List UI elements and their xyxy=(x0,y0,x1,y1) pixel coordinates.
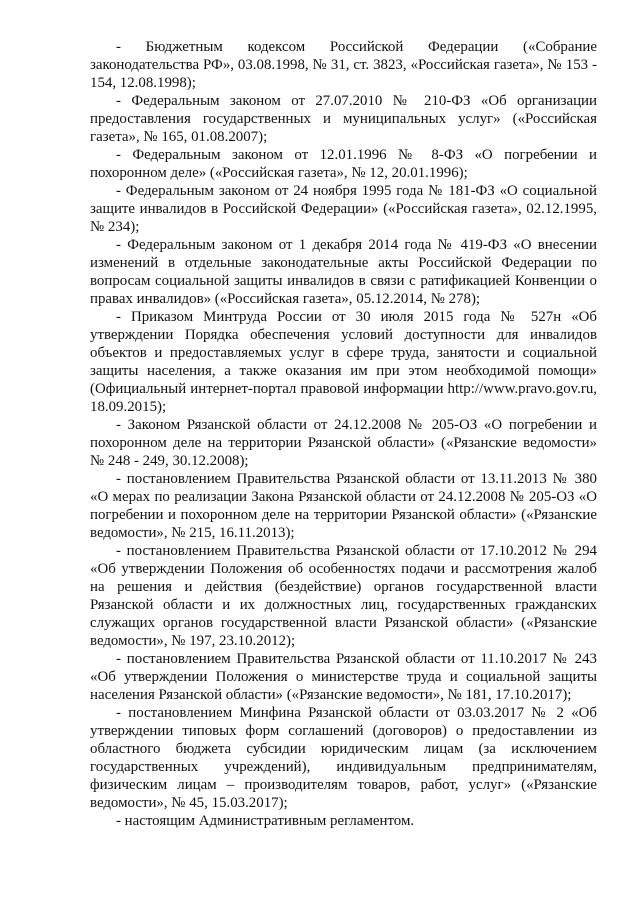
document-page xyxy=(90,38,597,868)
paragraph-law-210-fz: - Федеральным законом от 27.07.2010 № 210-ФЗ «Об организации предоставления государственных и муниципальных услуг» («Российская газета», № 165, 01.08.2007); xyxy=(90,93,597,145)
paragraph-administrative-regulation: - настоящим Административным регламентом. xyxy=(116,813,415,829)
paragraph-law-419-fz: - Федеральным законом от 1 декабря 2014 года № 419-ФЗ «О внесении изменений в отдельные законодательные акты Российской Федерации по вопросам социальной защиты инвалидов в связи с ратификацией Конвенции о правах инвалидов» («Российская газета», 05.12.2014, № 278); xyxy=(90,237,597,307)
paragraph-resolution-243: - постановлением Правительства Рязанской области от 11.10.2017 № 243 «Об утверждении Положения о министерстве труда и социальной защиты населения Рязанской области» («Рязанские ведомости», № 181, 17.10.2017); xyxy=(90,651,597,703)
paragraph-law-8-fz: - Федеральным законом от 12.01.1996 № 8-ФЗ «О погребении и похоронном деле» («Российская газета», № 12, 20.01.1996); xyxy=(90,147,597,181)
paragraph-resolution-294: - постановлением Правительства Рязанской области от 17.10.2012 № 294 «Об утверждении Положения об особенностях подачи и рассмотрения жалоб на решения и действия (бездействие) органов государственной власти Рязанской области и их должностных лиц, государственных гражданских служащих органов государственной власти Рязанской области» («Рязанские ведомости», № 197, 23.10.2012); xyxy=(90,543,597,649)
paragraph-minfin-resolution-2: - постановлением Минфина Рязанской области от 03.03.2017 № 2 «Об утверждении типовых форм соглашений (договоров) о предоставлении из областного бюджета субсидии юридическим лицам (за исключением государственных учреждений), индивидуальным предпринимателям, физическим лицам – производителям товаров, работ, услуг» («Рязанские ведомости», № 45, 15.03.2017); xyxy=(90,705,597,811)
paragraph-resolution-380: - постановлением Правительства Рязанской области от 13.11.2013 № 380 «О мерах по реализации Закона Рязанской области от 24.12.2008 № 205-ОЗ «О погребении и похоронном деле на территории Рязанской области» («Рязанские ведомости», № 215, 16.11.2013); xyxy=(90,471,597,541)
paragraph-budget-code: - Бюджетным кодексом Российской Федерации («Собрание законодательства РФ», 03.08.1998, № 31, ст. 3823, «Российская газета», № 153 - 154, 12.08.1998); xyxy=(90,39,597,91)
paragraph-law-205-oz: - Законом Рязанской области от 24.12.2008 № 205-ОЗ «О погребении и похоронном деле на территории Рязанской области» («Рязанские ведомости» № 248 - 249, 30.12.2008); xyxy=(90,417,597,469)
paragraph-law-181-fz: - Федеральным законом от 24 ноября 1995 года № 181-ФЗ «О социальной защите инвалидов в Российской Федерации» («Российская газета», 02.12.1995, № 234); xyxy=(90,183,597,235)
paragraph-order-527n: - Приказом Минтруда России от 30 июля 2015 года № 527н «Об утверждении Порядка обеспечения условий доступности для инвалидов объектов и предоставляемых услуг в сфере труда, занятости и социальной защиты населения, а также оказания им при этом необходимой помощи» (Официальный интернет-портал правовой информации http://www.pravo.gov.ru, 18.09.2015); xyxy=(90,309,597,415)
